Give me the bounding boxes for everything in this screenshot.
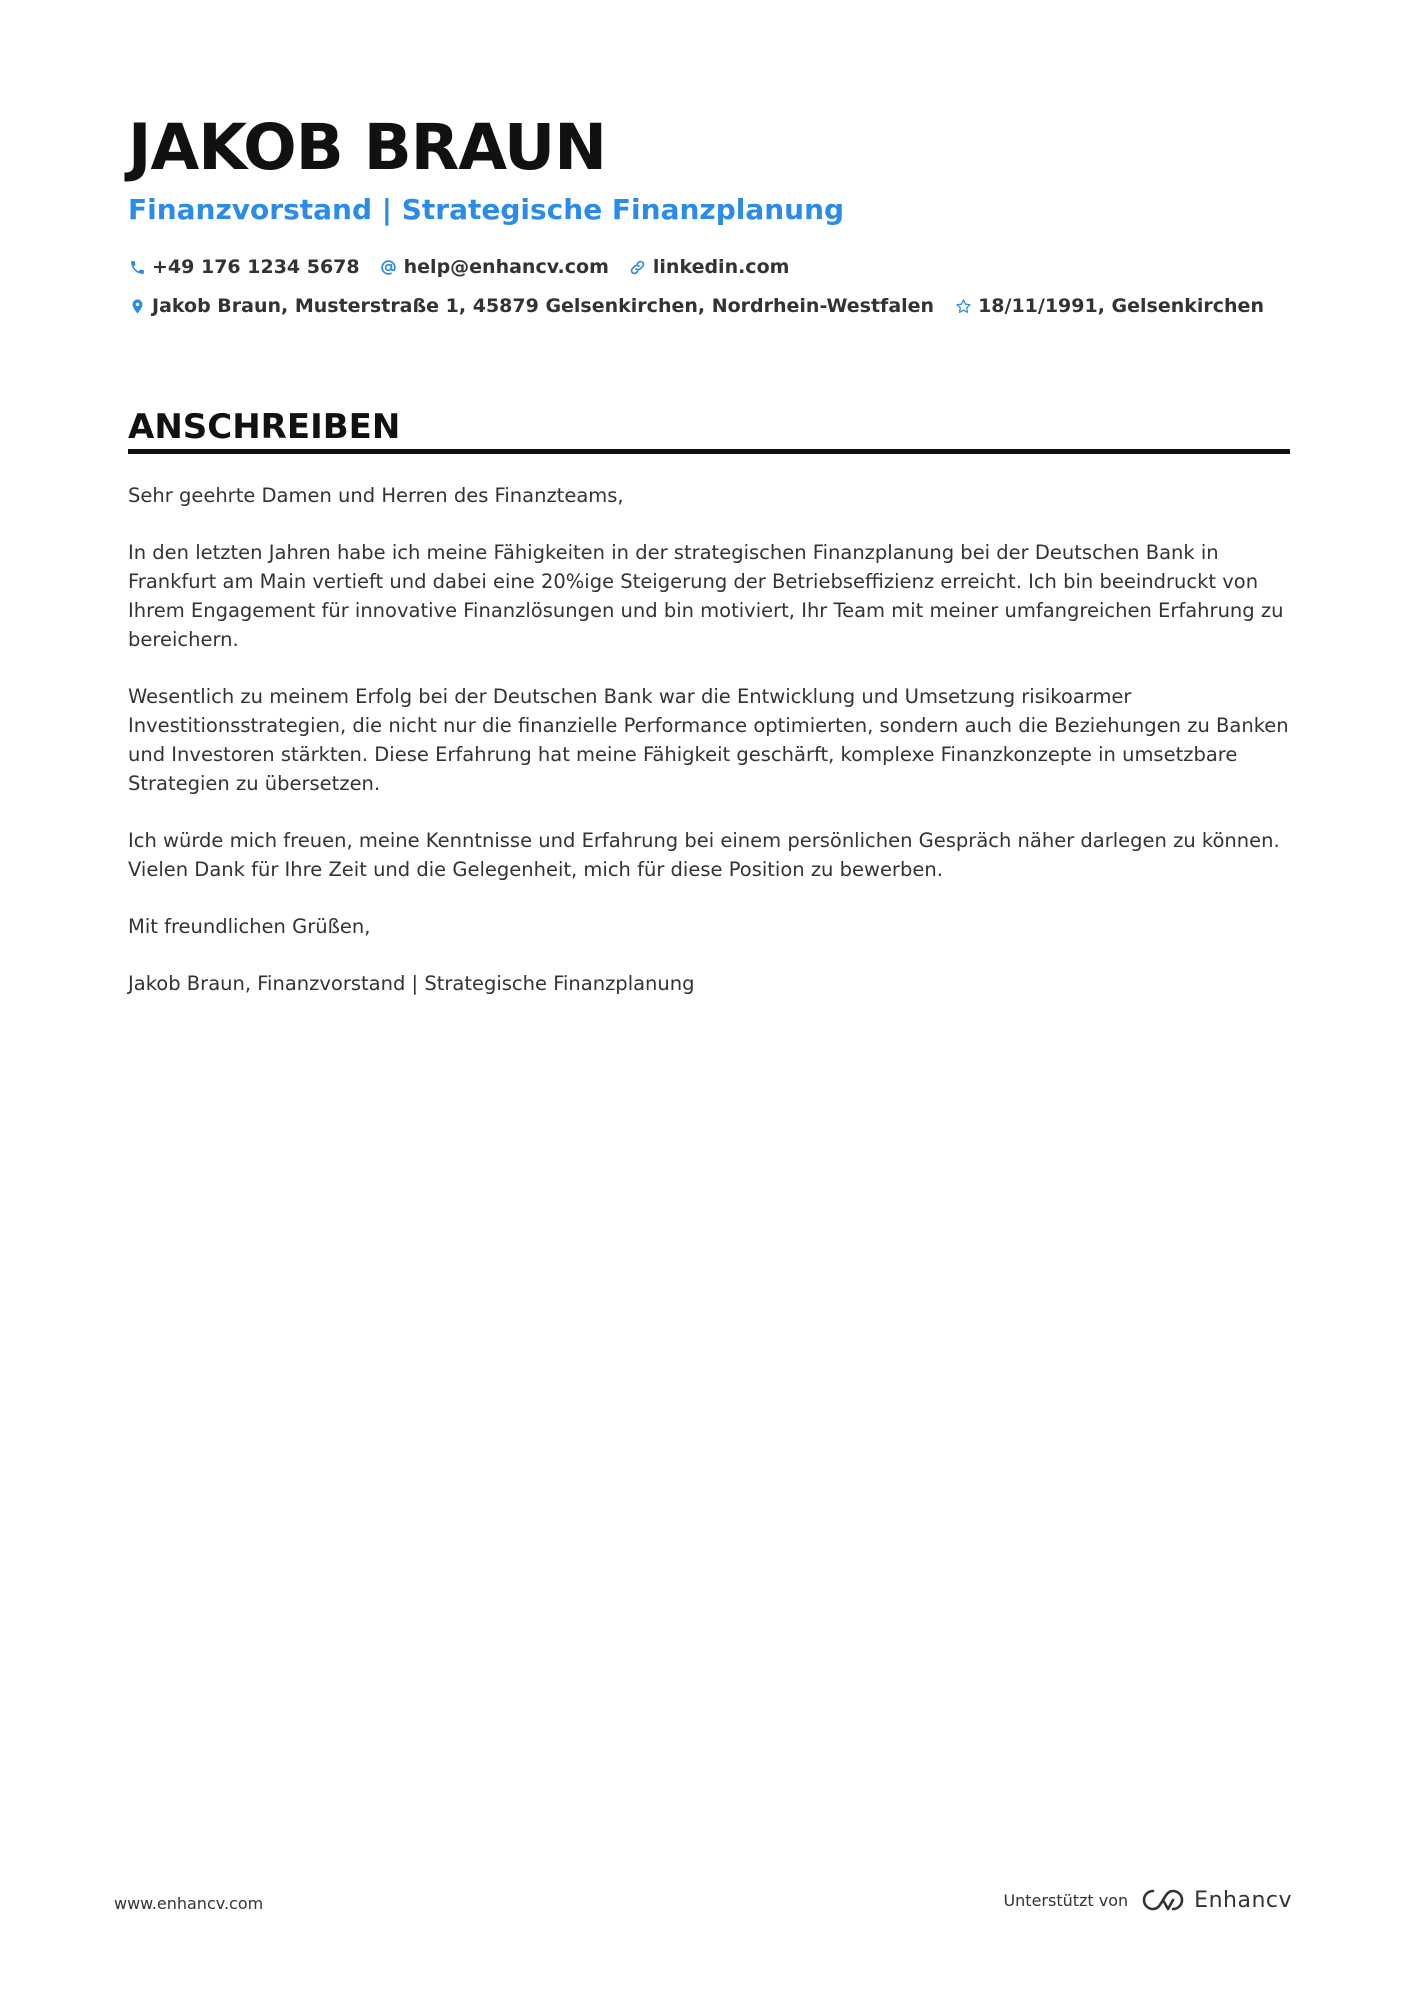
- section-title: ANSCHREIBEN: [128, 407, 401, 447]
- contact-address-text: Jakob Braun, Musterstraße 1, 45879 Gelsenkirchen, Nordrhein-Westfalen: [152, 295, 935, 317]
- phone-icon: [128, 258, 146, 276]
- letter-paragraph: Wesentlich zu meinem Erfolg bei der Deutschen Bank war die Entwicklung und Umsetzung risikoarmer Investitionsstrategien, die nicht nur die finanzielle Performance optimierten, sondern auch die Beziehungen zu Banken und Investoren stärkten. Diese Erfahrung hat meine Fähigkeit geschärft, komplexe Finanzkonzepte in umsetzbare Strategien zu übersetzen.: [128, 685, 1289, 795]
- letter-paragraph: Ich würde mich freuen, meine Kenntnisse und Erfahrung bei einem persönlichen Gespräch näher darlegen zu können. Vielen Dank für Ihre Zeit und die Gelegenheit, mich für diese Position zu bewerben.: [128, 829, 1280, 881]
- link-icon: [629, 258, 647, 276]
- star-icon: [954, 297, 972, 315]
- powered-by-label: Unterstützt von: [1003, 1890, 1129, 1910]
- candidate-title: Finanzvorstand | Strategische Finanzplanung: [128, 193, 845, 226]
- footer-powered-by: [1003, 1887, 1292, 1913]
- contact-birth-text: 18/11/1991, Gelsenkirchen: [978, 295, 1264, 317]
- candidate-name: JAKOB BRAUN: [128, 111, 606, 184]
- contact-phone-text: +49 176 1234 5678: [152, 256, 360, 278]
- contact-email[interactable]: [380, 253, 609, 281]
- letter-paragraph: In den letzten Jahren habe ich meine Fähigkeiten in der strategischen Finanzplanung bei der Deutschen Bank in Frankfurt am Main vertieft und dabei eine 20%ige Steigerung der Betriebseffizienz erreicht. Ich bin beeindruckt von Ihrem Engagement für innovative Finanzlösungen und bin motiviert, Ihr Team mit meiner umfangreichen Erfahrung zu bereichern.: [128, 541, 1284, 651]
- brand-name: Enhancv: [1194, 1887, 1292, 1913]
- enhancv-logo-icon: [1140, 1887, 1186, 1913]
- letter-signature: Jakob Braun, Finanzvorstand | Strategische Finanzplanung: [128, 972, 695, 995]
- letter-closing: Mit freundlichen Grüßen,: [128, 915, 371, 938]
- contact-birth: [954, 292, 1264, 320]
- at-icon: [380, 258, 398, 276]
- contact-row-primary: [128, 253, 809, 281]
- section-divider: [128, 449, 1290, 454]
- footer-website[interactable]: www.enhancv.com: [114, 1894, 264, 1913]
- letter-salutation: Sehr geehrte Damen und Herren des Finanzteams,: [128, 484, 624, 507]
- contact-address: [128, 292, 934, 320]
- contact-linkedin-text[interactable]: linkedin.com: [652, 256, 790, 278]
- contact-linkedin[interactable]: [629, 253, 790, 281]
- letter-body: [128, 481, 1290, 1026]
- contact-row-secondary: [128, 292, 1284, 320]
- contact-phone: [128, 253, 360, 281]
- location-pin-icon: [128, 297, 146, 315]
- contact-email-text[interactable]: help@enhancv.com: [403, 256, 609, 278]
